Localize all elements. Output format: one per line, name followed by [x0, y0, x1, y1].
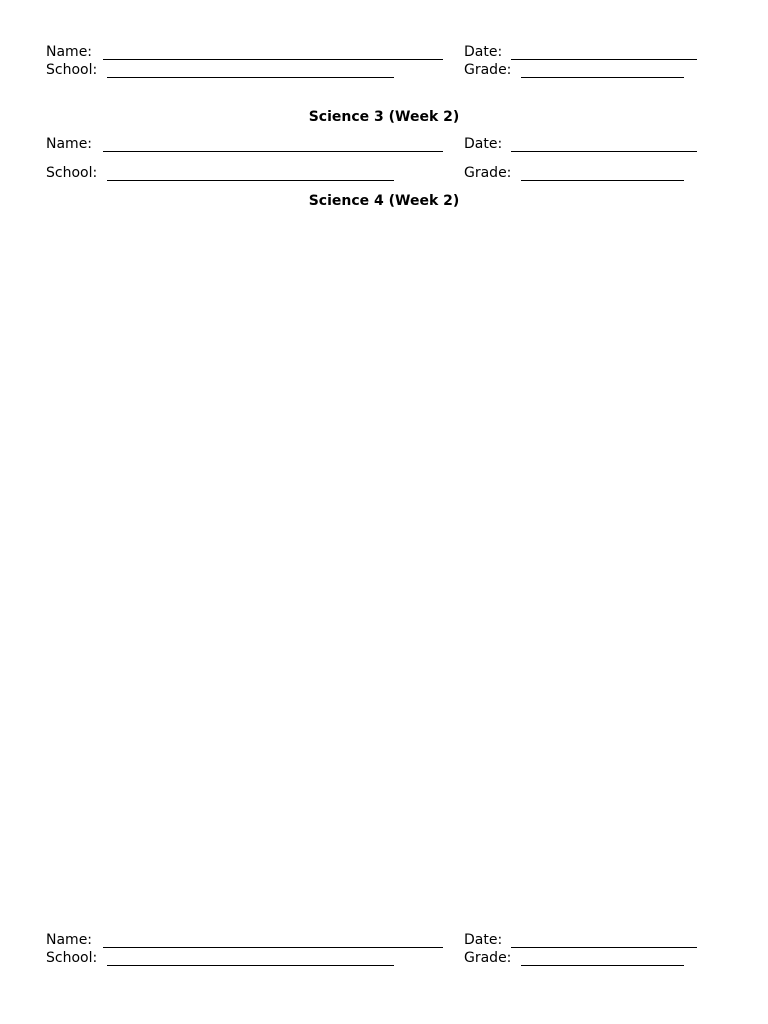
section-title-science-4: Science 4 (Week 2) — [308, 193, 460, 209]
footer-row-school-grade — [46, 949, 726, 967]
date-blank-line[interactable] — [511, 151, 697, 152]
header-row-name-date-1 — [46, 43, 726, 61]
school-field[interactable] — [46, 949, 446, 967]
grade-blank-line[interactable] — [521, 77, 684, 78]
grade-field[interactable] — [464, 61, 704, 79]
header-row-school-grade-1 — [46, 61, 726, 79]
school-label: School: — [46, 165, 98, 181]
footer-row-name-date — [46, 931, 726, 949]
name-label: Name: — [46, 136, 93, 152]
date-label: Date: — [464, 44, 503, 60]
name-field[interactable] — [46, 931, 446, 949]
grade-field[interactable] — [464, 164, 704, 182]
name-blank-line[interactable] — [103, 59, 443, 60]
section-title-science-3: Science 3 (Week 2) — [308, 109, 460, 125]
date-field[interactable] — [464, 43, 704, 61]
header-row-name-date-2 — [46, 135, 726, 153]
grade-field[interactable] — [464, 949, 704, 967]
grade-blank-line[interactable] — [521, 965, 684, 966]
name-label: Name: — [46, 44, 93, 60]
grade-blank-line[interactable] — [521, 180, 684, 181]
name-label: Name: — [46, 932, 93, 948]
grade-label: Grade: — [464, 950, 512, 966]
school-field[interactable] — [46, 61, 446, 79]
date-field[interactable] — [464, 135, 704, 153]
school-blank-line[interactable] — [107, 77, 394, 78]
school-label: School: — [46, 62, 98, 78]
school-label: School: — [46, 950, 98, 966]
name-field[interactable] — [46, 43, 446, 61]
grade-label: Grade: — [464, 165, 512, 181]
date-label: Date: — [464, 136, 503, 152]
school-field[interactable] — [46, 164, 446, 182]
name-blank-line[interactable] — [103, 947, 443, 948]
header-row-school-grade-2 — [46, 164, 726, 182]
date-label: Date: — [464, 932, 503, 948]
grade-label: Grade: — [464, 62, 512, 78]
date-field[interactable] — [464, 931, 704, 949]
date-blank-line[interactable] — [511, 59, 697, 60]
school-blank-line[interactable] — [107, 180, 394, 181]
name-blank-line[interactable] — [103, 151, 443, 152]
name-field[interactable] — [46, 135, 446, 153]
school-blank-line[interactable] — [107, 965, 394, 966]
date-blank-line[interactable] — [511, 947, 697, 948]
